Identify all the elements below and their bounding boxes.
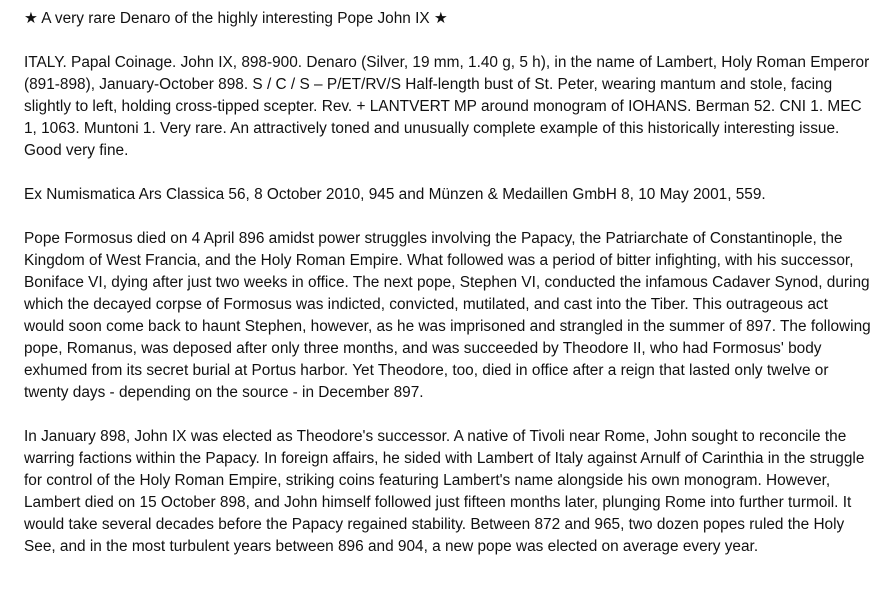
coin-description-paragraph: ITALY. Papal Coinage. John IX, 898-900. Denaro (Silver, 19 mm, 1.40 g, 5 h), in the name of Lambert, Holy Roman Emperor (891-898), January-October 898. S / C / S – P/ET/RV/S Half-length bust of St. Peter, wearing mantum and stole, facing slightly to left, holding cross-tipped scepter. Rev. + LANTVERT MP around monogram of IOHANS. Berman 52. CNI 1. MEC 1, 1063. Muntoni 1. Very rare. An attractively toned and unusually complete example of this historically interesting issue. Good very fine.: [24, 54, 870, 159]
john-ix-history-paragraph: In January 898, John IX was elected as Theodore's successor. A native of Tivoli near Rome, John sought to reconcile the warring factions within the Papacy. In foreign affairs, he sided with Lambert of Italy against Arnulf of Carinthia in the struggle for control of the Holy Roman Empire, striking coins featuring Lambert's name alongside his own monogram. However, Lambert died on 15 October 898, and John himself followed just fifteen months later, plunging Rome into further turmoil. It would take several decades before the Papacy regained stability. Between 872 and 965, two dozen popes ruled the Holy See, and in the most turbulent years between 896 and 904, a new pope was elected on average every year.: [24, 428, 865, 555]
provenance-paragraph: Ex Numismatica Ars Classica 56, 8 October 2010, 945 and Münzen & Medaillen GmbH 8, 10 May 2001, 559.: [24, 186, 766, 203]
lot-title: ★ A very rare Denaro of the highly interesting Pope John IX ★: [24, 10, 448, 27]
lot-description-document: [24, 8, 872, 558]
historical-background-paragraph: Pope Formosus died on 4 April 896 amidst power struggles involving the Papacy, the Patriarchate of Constantinople, the Kingdom of West Francia, and the Holy Roman Empire. What followed was a period of bitter infighting, with his successor, Boniface VI, dying after just two weeks in office. The next pope, Stephen VI, conducted the infamous Cadaver Synod, during which the decayed corpse of Formosus was indicted, convicted, mutilated, and cast into the Tiber. This outrageous act would soon come back to haunt Stephen, however, as he was imprisoned and strangled in the summer of 897. The following pope, Romanus, was deposed after only three months, and was succeeded by Theodore II, who had Formosus' body exhumed from its secret burial at Portus harbor. Yet Theodore, too, died in office after a reign that lasted only twelve or twenty days - depending on the source - in December 897.: [24, 230, 871, 401]
